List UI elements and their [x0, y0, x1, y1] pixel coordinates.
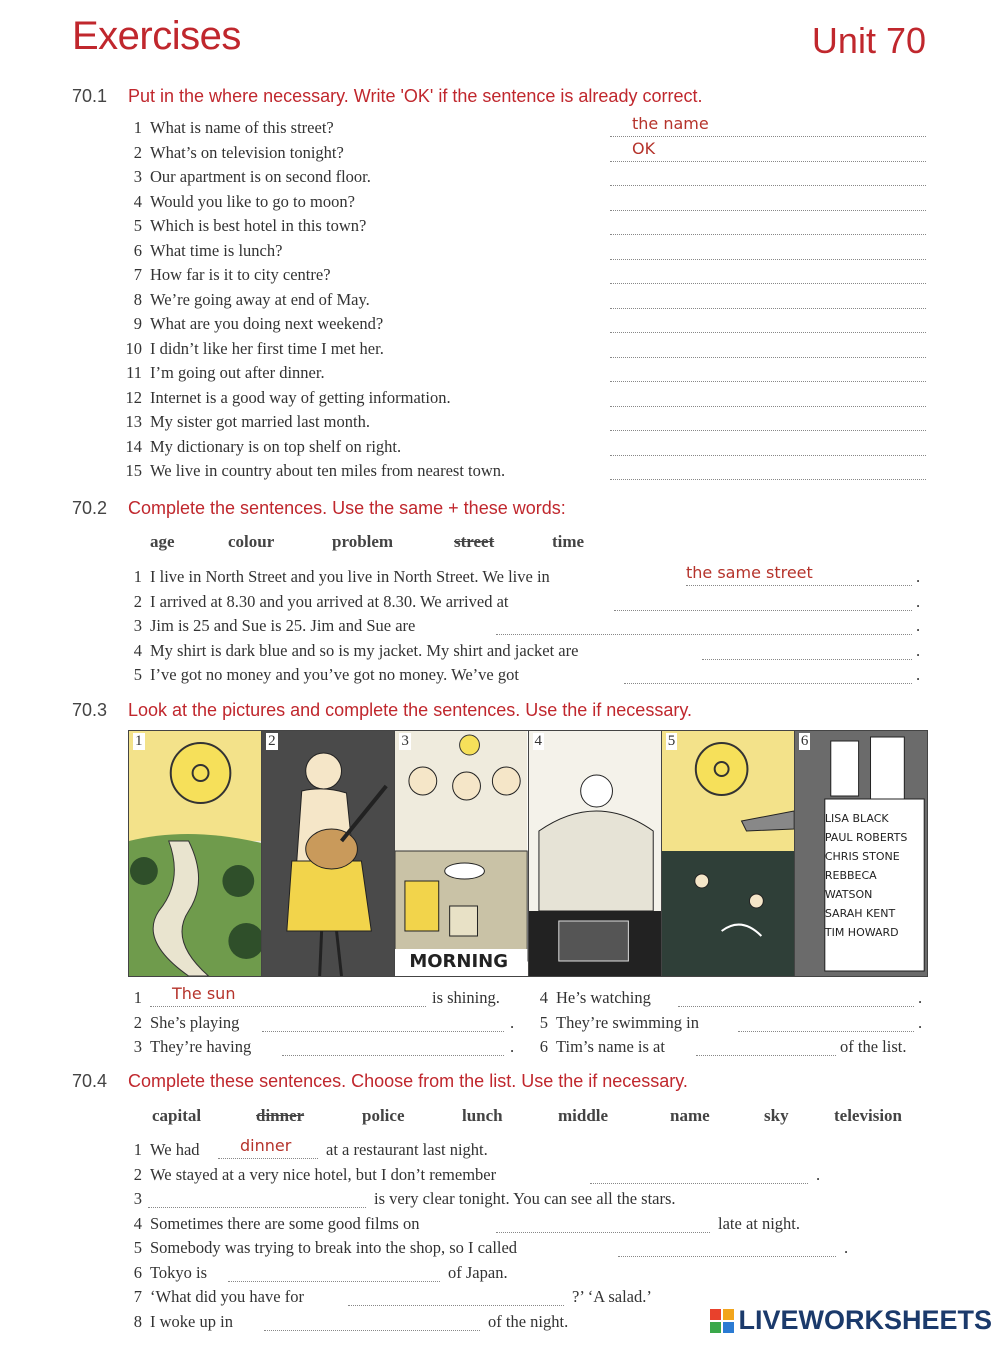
item-number: 7 [133, 265, 142, 284]
exercise-sentence [120, 437, 401, 457]
answer-line[interactable] [348, 1305, 564, 1306]
word-time: time [552, 532, 585, 551]
exercise-sentence [120, 290, 370, 310]
answer-line[interactable] [610, 406, 926, 407]
section-70-2-heading [72, 498, 566, 519]
sentence-text: They’re having [150, 1037, 252, 1056]
item-number: 13 [125, 412, 142, 431]
sentence-text: Which is best hotel in this town? [150, 216, 367, 235]
sentence-text: I’ve got no money and you’ve got no money. We’ve got [150, 665, 519, 684]
exercise-sentence [120, 641, 578, 661]
exercise-sentence [120, 363, 325, 383]
section-70-1-heading [72, 86, 702, 107]
section-number: 70.3 [72, 700, 108, 720]
sentence-end: . [510, 1037, 515, 1056]
answer-line[interactable] [610, 357, 926, 358]
answer-line[interactable] [614, 610, 912, 611]
exercise-sentence [120, 1013, 239, 1033]
sentence-end: . [510, 1012, 515, 1032]
sentence-text: I live in North Street and you live in North Street. We live in [150, 567, 550, 586]
picture-number: 6 [800, 733, 809, 749]
exercise-sentence [120, 567, 550, 587]
sentence-text: Would you like to go to moon? [150, 191, 355, 211]
word-capital: capital [152, 1106, 202, 1125]
word-street-crossed: street [454, 532, 495, 551]
exercise-sentence [120, 216, 366, 236]
answer-text[interactable]: OK [632, 138, 656, 158]
exercise-sentence [526, 1013, 699, 1033]
word-lunch: lunch [462, 1106, 503, 1125]
answer-line[interactable] [282, 1055, 504, 1056]
exercise-sentence [120, 616, 415, 636]
sentence-post: of Japan. [448, 1262, 508, 1282]
item-number: 3 [133, 616, 142, 635]
exercise-sentence [120, 265, 331, 285]
sun-landscape-illustration [129, 731, 261, 976]
exercise-sentence [120, 118, 334, 138]
answer-line[interactable] [148, 1207, 366, 1208]
item-number: 4 [539, 988, 548, 1007]
answer-line[interactable] [696, 1055, 836, 1056]
sentence-end: of the list. [840, 1037, 907, 1056]
sentence-text: They’re swimming in [556, 1012, 699, 1032]
item-number: 3 [133, 167, 142, 186]
item-number: 6 [133, 240, 142, 260]
answer-text[interactable]: The sun [172, 984, 236, 1003]
answer-line[interactable] [610, 136, 926, 137]
word-sky: sky [764, 1106, 789, 1125]
exercise-sentence [120, 241, 282, 261]
picture-1-sun [129, 731, 262, 976]
sentence-end: . [916, 616, 921, 635]
sentence-text: I arrived at 8.30 and you arrived at 8.30. We arrived at [150, 591, 509, 611]
sentence-post: . [844, 1238, 849, 1257]
sentence-post: . [816, 1164, 821, 1184]
sentence-post: of the night. [488, 1311, 569, 1331]
answer-line[interactable] [702, 659, 912, 660]
exercise-sentence [526, 1037, 665, 1057]
exercise-sentence [120, 1312, 233, 1332]
word-name: name [670, 1106, 710, 1125]
picture-number: 3 [401, 733, 409, 749]
liveworksheets-logo [710, 1305, 992, 1336]
item-number: 2 [133, 1164, 142, 1184]
section-number: 70.2 [72, 498, 108, 518]
name-entry: WATSON [824, 888, 873, 901]
sentence-end: is shining. [432, 988, 500, 1007]
sentence-pre: We had [150, 1140, 200, 1159]
answer-line[interactable] [610, 234, 926, 235]
name-entry: TIM HOWARD [824, 926, 899, 939]
exercise-sentence [120, 592, 508, 612]
picture-number: 4 [534, 733, 543, 749]
word-colour: colour [228, 532, 275, 551]
item-number: 10 [125, 338, 142, 358]
sentence-text: What time is lunch? [150, 240, 283, 260]
sentence-post: at a restaurant last night. [326, 1140, 488, 1159]
section-instruction: Look at the pictures and complete the sentences. Use the if necessary. [128, 700, 692, 720]
item-number: 3 [133, 1189, 142, 1208]
item-number: 1 [133, 118, 142, 137]
sentence-text: My shirt is dark blue and so is my jacket. My shirt and jacket are [150, 640, 579, 660]
exercise-sentence [120, 1037, 251, 1057]
sentence-text: Our apartment is on second floor. [150, 167, 371, 186]
sentence-pre: ‘What did you have for [150, 1287, 304, 1306]
answer-text[interactable]: the same street [686, 563, 813, 582]
sentence-text: My dictionary is on top shelf on right. [150, 436, 402, 456]
item-number: 15 [125, 461, 142, 480]
sentence-text: He’s watching [556, 988, 651, 1007]
item-number: 5 [133, 216, 142, 235]
exercise-sentence [120, 1238, 517, 1258]
item-number: 8 [133, 1311, 142, 1331]
answer-line[interactable] [686, 585, 912, 586]
exercise-sentence [120, 339, 384, 359]
word-problem: problem [332, 532, 394, 551]
word-police: police [362, 1106, 405, 1125]
sea-swimming-illustration [662, 731, 794, 976]
item-number: 1 [133, 1140, 142, 1159]
answer-line[interactable] [610, 332, 926, 333]
item-number: 5 [133, 665, 142, 684]
sentence-text: What is name of this street? [150, 118, 334, 137]
section-instruction: Put in the where necessary. Write 'OK' if the sentence is already correct. [128, 86, 703, 106]
sentence-end: . [918, 988, 923, 1007]
sentence-text: She’s playing [150, 1012, 240, 1032]
sentence-text: We’re going away at end of May. [150, 289, 370, 309]
morning-label: MORNING [409, 951, 509, 972]
answer-line[interactable] [218, 1158, 318, 1159]
answer-line[interactable] [496, 634, 912, 635]
item-number: 14 [125, 436, 142, 456]
answer-line[interactable] [496, 1232, 710, 1233]
answer-line[interactable] [610, 430, 926, 431]
item-number: 2 [133, 142, 142, 162]
item-number: 1 [133, 567, 142, 586]
answer-line[interactable] [610, 283, 926, 284]
answer-line[interactable] [262, 1031, 504, 1032]
sentence-text: Tim’s name is at [556, 1037, 665, 1056]
item-number: 6 [539, 1037, 548, 1056]
sentence-end: . [916, 640, 921, 660]
answer-line[interactable] [610, 185, 926, 186]
item-number: 8 [133, 289, 142, 309]
exercise-sentence [526, 988, 651, 1008]
sentence-end: . [916, 665, 921, 684]
sentence-text: My sister got married last month. [150, 412, 370, 431]
sentence-end: . [916, 591, 921, 611]
sentence-end: . [916, 567, 921, 586]
section-number: 70.4 [72, 1071, 108, 1091]
word-age: age [150, 532, 175, 551]
item-number: 4 [133, 1213, 142, 1233]
sentence-pre: Sometimes there are some good films on [150, 1213, 420, 1233]
exercise-sentence [120, 388, 451, 408]
sentence-text: Internet is a good way of getting information. [150, 387, 451, 407]
answer-line[interactable] [610, 381, 926, 382]
word-middle: middle [558, 1106, 609, 1125]
sentence-pre: I woke up in [150, 1311, 233, 1331]
sentence-text: What are you doing next weekend? [150, 314, 384, 333]
sentence-pre: Tokyo is [150, 1262, 208, 1282]
word-television: television [834, 1106, 902, 1125]
section-instruction: Complete these sentences. Choose from the list. Use the if necessary. [128, 1071, 688, 1091]
answer-line[interactable] [618, 1256, 836, 1257]
item-number: 9 [133, 314, 142, 333]
item-number: 7 [133, 1287, 142, 1306]
item-number: 4 [133, 191, 142, 211]
item-number: 5 [133, 1238, 142, 1257]
picture-3-breakfast [395, 731, 528, 976]
sentence-post: late at night. [718, 1213, 801, 1233]
unit-label: Unit 70 [811, 20, 926, 61]
sentence-text: I didn’t like her first time I met her. [150, 338, 384, 358]
name-entry: SARAH KENT [824, 907, 896, 920]
answer-line[interactable] [264, 1330, 480, 1331]
answer-line[interactable] [150, 1006, 426, 1007]
item-number: 2 [133, 591, 142, 611]
section-number: 70.1 [72, 86, 108, 106]
answer-line[interactable] [610, 479, 926, 480]
sentence-post: is very clear tonight. You can see all the stars. [374, 1189, 676, 1208]
answer-line[interactable] [590, 1183, 808, 1184]
item-number: 3 [133, 1037, 142, 1056]
sentence-text: How far is it to city centre? [150, 265, 331, 284]
item-number: 12 [125, 387, 142, 407]
name-entry: CHRIS STONE [824, 850, 900, 863]
breakfast-table-illustration [395, 731, 527, 976]
name-entry: PAUL ROBERTS [824, 831, 908, 844]
picture-number: 5 [667, 733, 676, 749]
exercise-sentence [120, 988, 150, 1008]
picture-2-guitar [262, 731, 395, 976]
answer-line[interactable] [610, 455, 926, 456]
answer-line[interactable] [610, 308, 926, 309]
answer-line[interactable] [610, 210, 926, 211]
logo-text: LIVEWORKSHEETS [738, 1305, 992, 1335]
logo-tiles-icon [710, 1309, 734, 1333]
name-entry: LISA BLACK [824, 812, 889, 825]
exercise-sentence [120, 143, 344, 163]
page-title: Exercises [72, 14, 241, 58]
picture-number: 1 [135, 733, 143, 749]
item-number: 6 [133, 1262, 142, 1282]
exercise-sentence [120, 192, 355, 212]
exercise-sentence [120, 1189, 150, 1209]
answer-line[interactable] [624, 683, 912, 684]
sentence-text: What’s on television tonight? [150, 142, 344, 162]
answer-text[interactable]: dinner [240, 1136, 292, 1155]
item-number: 1 [133, 988, 142, 1007]
sentence-text: Jim is 25 and Sue is 25. Jim and Sue are [150, 616, 416, 635]
word-dinner-crossed: dinner [256, 1106, 305, 1125]
exercise-sentence [120, 167, 371, 187]
name-entry: REBBECA [824, 869, 877, 882]
answer-line[interactable] [738, 1031, 914, 1032]
sentence-text: I’m going out after dinner. [150, 363, 325, 382]
picture-6-list [795, 731, 927, 976]
item-number: 5 [539, 1012, 548, 1032]
item-number: 4 [133, 640, 142, 660]
sentence-pre: Somebody was trying to break into the shop, so I called [150, 1238, 518, 1257]
exercise-sentence [120, 1214, 419, 1234]
exercise-sentence [120, 314, 383, 334]
section-70-4-heading [72, 1071, 688, 1092]
exercise-sentence [120, 1287, 304, 1307]
sentence-text: We live in country about ten miles from nearest town. [150, 461, 506, 480]
picture-number: 2 [268, 733, 276, 749]
sentence-post: ?’ ‘A salad.’ [572, 1287, 652, 1306]
exercise-sentence [120, 1165, 496, 1185]
picture-5-swimming [662, 731, 795, 976]
picture-strip [128, 730, 928, 977]
answer-text[interactable]: the name [632, 114, 709, 133]
answer-line[interactable] [228, 1281, 440, 1282]
item-number: 2 [133, 1012, 142, 1032]
sentence-end: . [918, 1012, 923, 1032]
names-list [825, 809, 907, 942]
woman-guitar-illustration [262, 731, 394, 976]
sentence-pre: We stayed at a very nice hotel, but I don’t remember [150, 1164, 497, 1184]
exercise-sentence [120, 461, 505, 481]
man-watching-tv-illustration [529, 731, 661, 976]
exercise-sentence [120, 665, 519, 685]
answer-line[interactable] [610, 259, 926, 260]
picture-4-television [529, 731, 662, 976]
answer-line[interactable] [610, 161, 926, 162]
exercise-sentence [120, 1263, 207, 1283]
section-instruction: Complete the sentences. Use the same + these words: [128, 498, 566, 518]
exercise-sentence [120, 1140, 200, 1160]
item-number: 11 [126, 363, 142, 382]
answer-line[interactable] [678, 1006, 914, 1007]
section-70-3-heading [72, 700, 692, 721]
exercise-sentence [120, 412, 370, 432]
